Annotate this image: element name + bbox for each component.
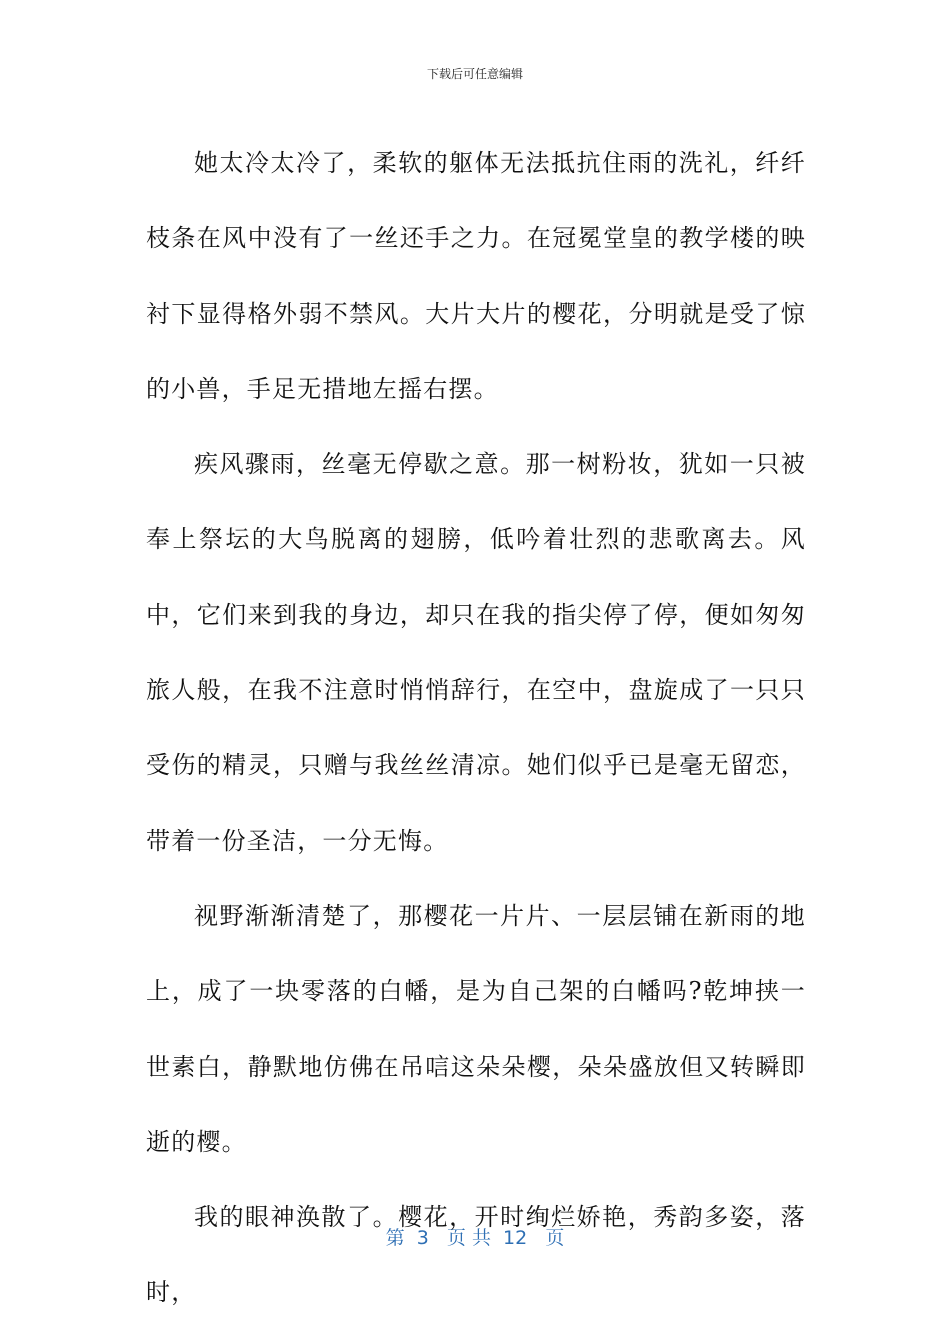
document-body [146, 126, 806, 1331]
paragraph-3: 视野渐渐清楚了，那樱花一片片、一层层铺在新雨的地上，成了一块零落的白幡，是为自己架的白幡吗?乾坤挟一世素白，静默地仿佛在吊唁这朵朵樱，朵朵盛放但又转瞬即逝的樱。 [146, 901, 806, 1156]
paragraph-2: 疾风骤雨，丝毫无停歇之意。那一树粉妆，犹如一只被奉上祭坛的大鸟脱离的翅膀，低吟着壮烈的悲歌离去。风中，它们来到我的身边，却只在我的指尖停了停，便如匆匆旅人般，在我不注意时悄悄辞行，在空中，盘旋成了一只只受伤的精灵，只赠与我丝丝清凉。她们似乎已是毫无留恋，带着一份圣洁，一分无悔。 [146, 450, 806, 855]
page-number-footer: 第 3 页 共 12 页 [385, 1227, 565, 1249]
paragraph-1: 她太冷太冷了，柔软的躯体无法抵抗住雨的洗礼，纤纤枝条在风中没有了一丝还手之力。在冠冕堂皇的教学楼的映衬下显得格外弱不禁风。大片大片的樱花，分明就是受了惊的小兽，手足无措地左摇右摆。 [146, 149, 806, 403]
page-header: 下载后可任意编辑 [426, 67, 523, 81]
paragraph-4: 我的眼神涣散了。樱花，开时绚烂娇艳，秀韵多姿，落时， [146, 1203, 806, 1307]
